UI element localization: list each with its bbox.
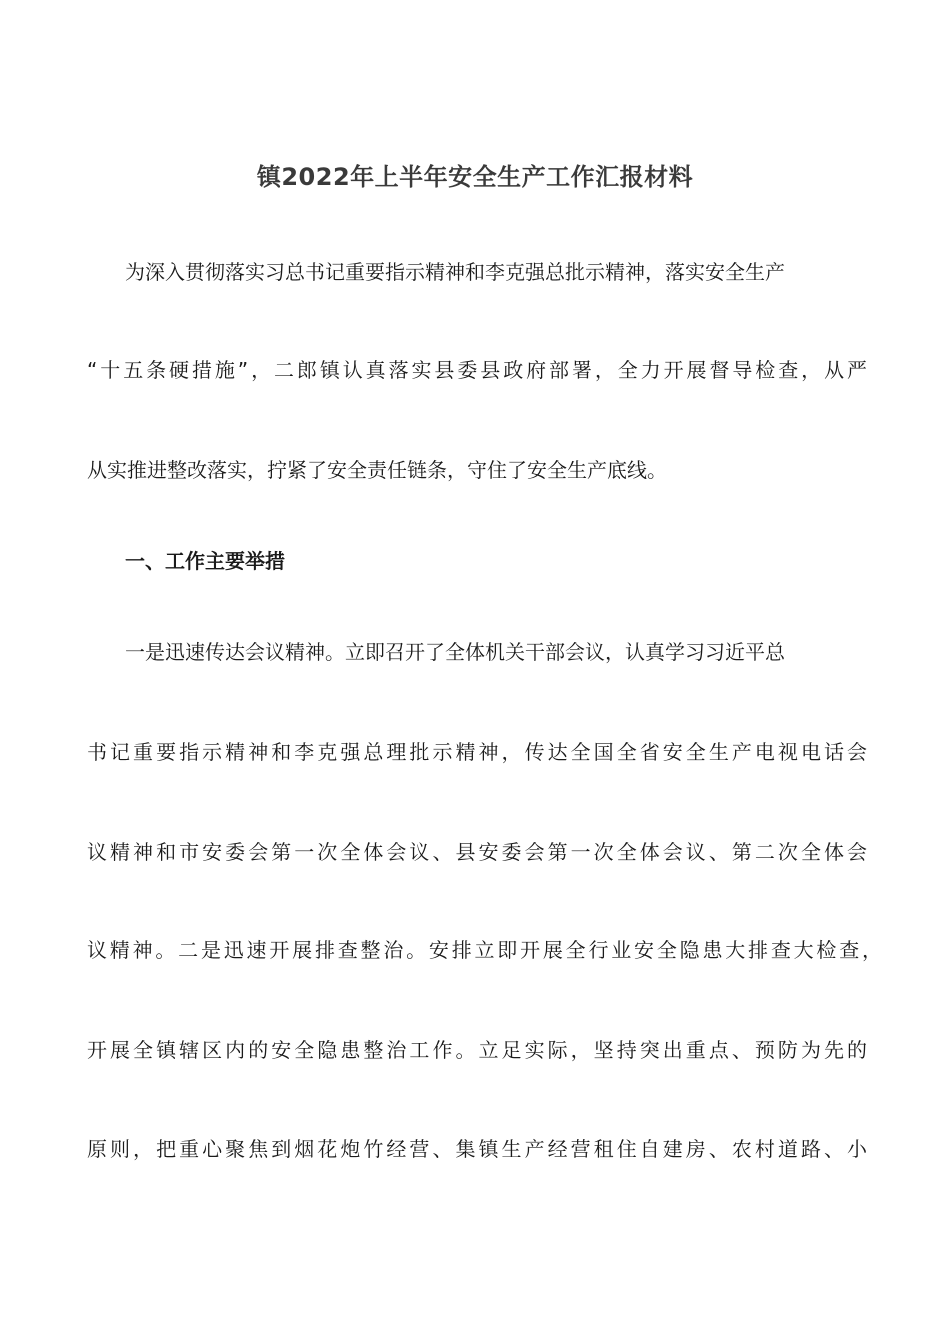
section-line-1: 一是迅速传达会议精神。立即召开了全体机关干部会议，认真学习习近平总	[125, 640, 785, 664]
section-line-6: 原则，把重心聚焦到烟花炮竹经营、集镇生产经营租住自建房、农村道路、小	[87, 1137, 867, 1161]
section-line-4: 议精神。二是迅速开展排查整治。安排立即开展全行业安全隐患大排查大检查，	[87, 938, 882, 962]
section-line-5: 开展全镇辖区内的安全隐患整治工作。立足实际，坚持突出重点、预防为先的	[87, 1038, 867, 1062]
section-line-3: 议精神和市安委会第一次全体会议、县安委会第一次全体会议、第二次全体会	[87, 840, 867, 864]
section-heading: 一、工作主要举措	[125, 549, 285, 573]
intro-line-1: 为深入贯彻落实习总书记重要指示精神和李克强总批示精神，落实安全生产	[125, 260, 785, 284]
intro-line-2: “十五条硬措施”，二郎镇认真落实县委县政府部署，全力开展督导检查，从严	[87, 358, 867, 382]
intro-line-3: 从实推进整改落实，拧紧了安全责任链条，守住了安全生产底线。	[87, 458, 667, 482]
document-title: 镇2022年上半年安全生产工作汇报材料	[256, 163, 694, 191]
section-line-2: 书记重要指示精神和李克强总理批示精神，传达全国全省安全生产电视电话会	[87, 740, 867, 764]
